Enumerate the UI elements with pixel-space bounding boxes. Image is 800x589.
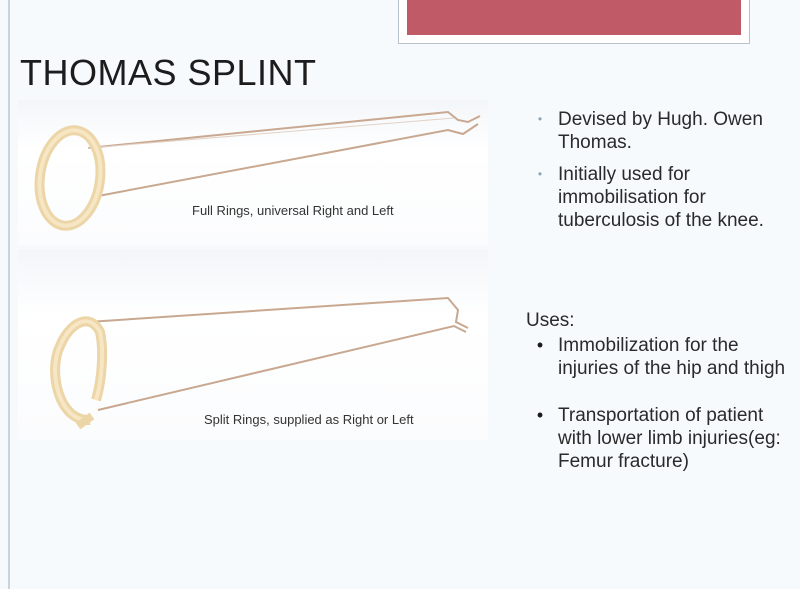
bullet-dot-icon: • — [536, 335, 544, 355]
bullet-text: Transportation of patient with lower limb injuries(eg: Femur fracture) — [558, 405, 781, 472]
full-ring-splint-image — [18, 100, 488, 245]
list-item — [526, 404, 788, 473]
info-bullet-list — [526, 108, 788, 241]
bullet-dot-icon: • — [536, 405, 544, 425]
slide-border — [8, 0, 10, 589]
split-ring-caption: Split Rings, supplied as Right or Left — [204, 412, 414, 427]
slide-title: THOMAS SPLINT — [20, 52, 317, 93]
list-item — [526, 334, 788, 380]
full-ring-splint-drawing — [18, 100, 488, 245]
bullet-text: Initially used for immobilisation for tuberculosis of the knee. — [558, 164, 764, 231]
uses-list — [526, 334, 788, 497]
bullet-text: Immobilization for the injuries of the hip and thigh — [558, 335, 786, 379]
uses-heading: Uses: — [526, 310, 575, 331]
bullet-text: Devised by Hugh. Owen Thomas. — [558, 109, 763, 153]
header-accent-bar — [398, 0, 750, 44]
full-ring-caption: Full Rings, universal Right and Left — [192, 203, 394, 218]
small-dot-icon: • — [537, 112, 543, 126]
small-dot-icon: • — [537, 167, 543, 181]
list-item — [526, 108, 788, 154]
list-item — [526, 163, 788, 232]
header-accent-fill — [407, 0, 741, 35]
